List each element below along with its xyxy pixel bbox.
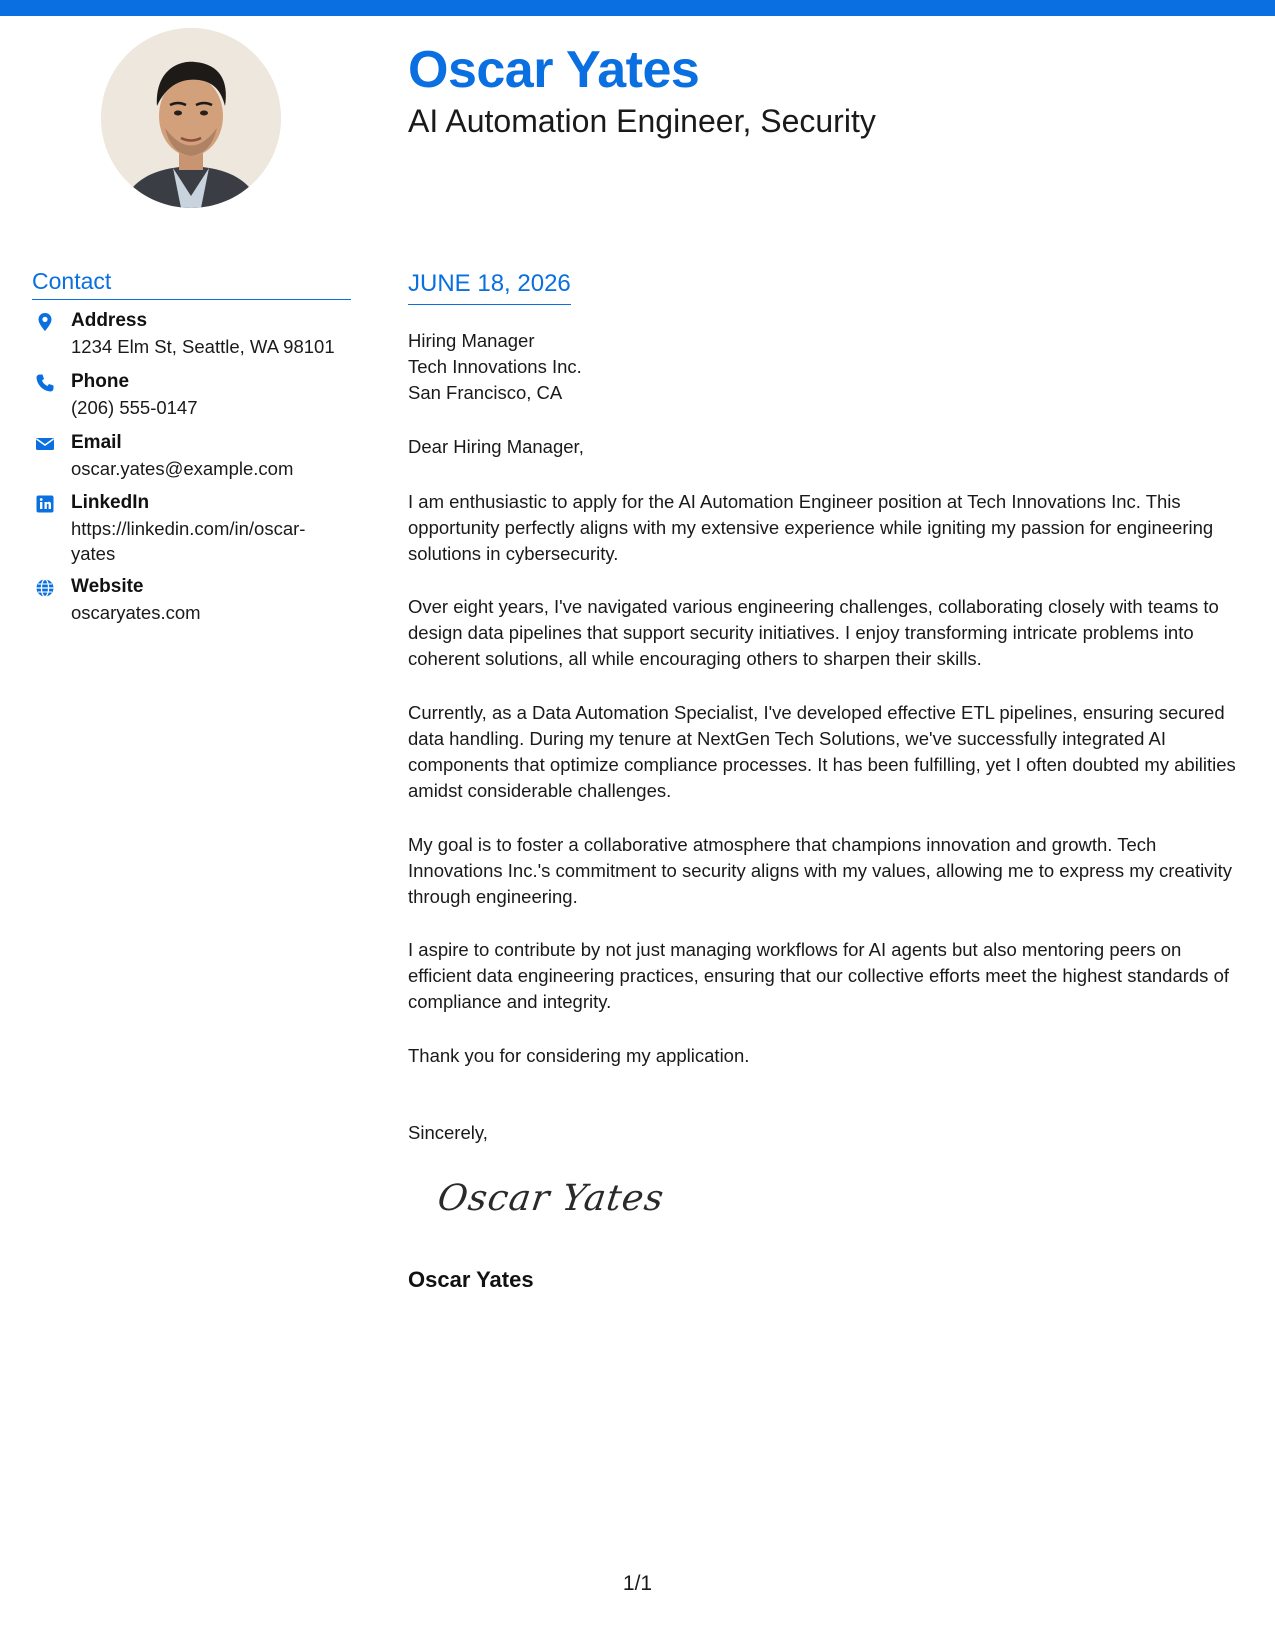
contact-value: (206) 555-0147 [71, 397, 198, 418]
contact-value[interactable]: oscaryates.com [71, 602, 201, 623]
header-title: AI Automation Engineer, Security [408, 103, 876, 139]
header-name: Oscar Yates [408, 41, 700, 99]
contact-value[interactable]: oscar.yates@example.com [71, 458, 294, 479]
phone-icon [35, 373, 55, 393]
body-paragraph: Thank you for considering my application. [408, 1045, 750, 1066]
contact-label: Address [71, 310, 148, 331]
contact-label: Phone [71, 371, 130, 392]
signature: Oscar Yates [435, 1178, 667, 1219]
salutation: Dear Hiring Manager, [408, 436, 584, 457]
avatar [101, 28, 281, 208]
signer-name: Oscar Yates [408, 1267, 534, 1292]
contact-label: Website [71, 576, 144, 597]
contact-value[interactable]: https://linkedin.com/in/oscar-yates [71, 518, 306, 564]
recipient-line: San Francisco, CA [408, 382, 563, 403]
globe-icon [35, 578, 55, 598]
body-paragraph: I am enthusiastic to apply for the AI Automation Engineer position at Tech Innovations Inc. This opportunity perfectly aligns with my extensive experience while igniting my passion for engineering solutions in cybersecurity. [408, 491, 1214, 564]
profile-photo [101, 28, 281, 208]
page-number: 1/1 [622, 1572, 653, 1595]
contact-label: Email [71, 432, 122, 453]
contact-label: LinkedIn [71, 492, 150, 513]
closing: Sincerely, [408, 1122, 488, 1143]
recipient-line: Hiring Manager [408, 330, 535, 351]
body-paragraph: I aspire to contribute by not just managing workflows for AI agents but also mentoring peers on efficient data engineering practices, ensuring that our collective efforts meet the highest standards of compliance and integrity. [408, 939, 1230, 1012]
linkedin-icon [35, 494, 55, 514]
body-paragraph: Currently, as a Data Automation Specialist, I've developed effective ETL pipelines, ensuring secured data handling. During my tenure at NextGen Tech Solutions, we've successfully integrated AI components that optimize compliance processes. It has been fulfilling, yet I often doubted my abilities amidst considerable challenges. [408, 702, 1236, 801]
map-pin-icon [35, 312, 55, 332]
body-paragraph: Over eight years, I've navigated various engineering challenges, collaborating closely with teams to design data pipelines that support security initiatives. I enjoy transforming intricate problems into coherent solutions, all while encouraging others to sharpen their skills. [408, 596, 1219, 669]
recipient-line: Tech Innovations Inc. [408, 356, 582, 377]
top-accent-bar [0, 0, 1275, 16]
body-paragraph: My goal is to foster a collaborative atmosphere that champions innovation and growth. Tech Innovations Inc.'s commitment to security aligns with my values, allowing me to express my creativity through engineering. [408, 834, 1232, 907]
letter-date: JUNE 18, 2026 [408, 270, 571, 305]
contact-value: 1234 Elm St, Seattle, WA 98101 [71, 336, 335, 357]
recipient-block [408, 328, 582, 406]
contact-heading: Contact [32, 268, 351, 300]
email-icon [35, 434, 55, 454]
